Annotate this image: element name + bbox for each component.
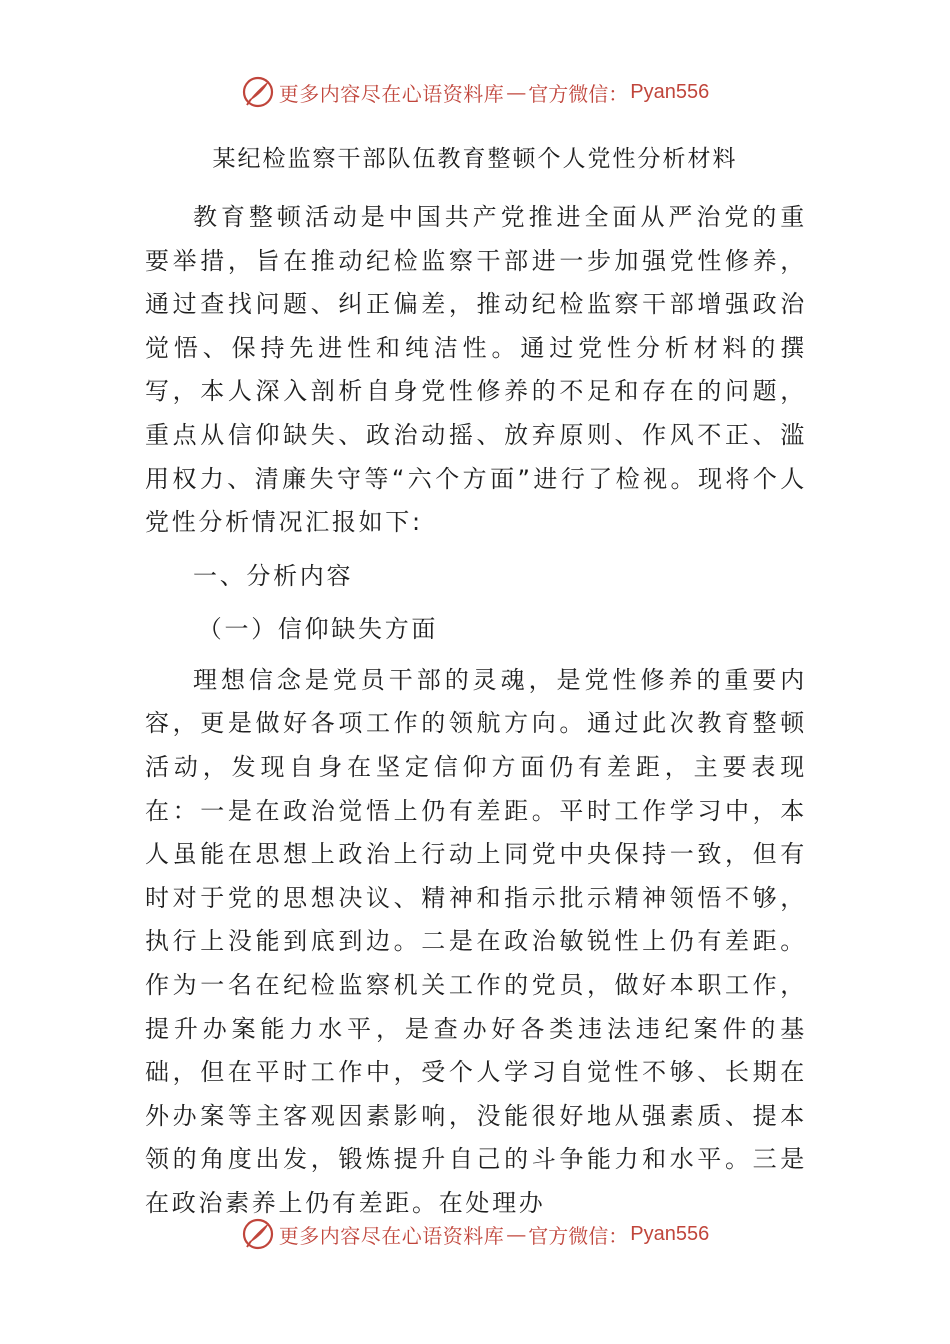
watermark-wechat-label: 官方微信： bbox=[528, 81, 629, 106]
quill-pen-logo-icon bbox=[241, 1217, 275, 1251]
watermark-text: 更多内容尽在心语资料库 bbox=[278, 81, 505, 106]
subsection-heading: （一）信仰缺失方面 bbox=[197, 614, 439, 643]
body-paragraph: 理想信念是党员干部的灵魂，是党性修养的重要内容，更是做好各项工作的领航方向。通过此次教育整顿活动，发现自身在坚定信仰方面仍有差距，主要表现在：一是在政治觉悟上仍有差距。平时工作学习中，本人虽能在思想上政治上行动上同党中央保持一致，但有时对于党的思想决议、精神和指示批示精神领悟不够，执行上没能到底到边。二是在政治敏锐性上仍有差距。作为一名在纪检监察机关工作的党员，做好本职工作，提升办案能力水平，是查办好各类违法违纪案件的基础，但在平时工作中，受个人学习自觉性不够、长期在外办案等主客观因素影响，没能很好地从强素质、提本领的角度出发，锻炼提升自己的斗争能力和水平。三是在政治素养上仍有差距。在处理办 bbox=[145, 665, 807, 1217]
header-watermark-banner bbox=[0, 72, 950, 112]
watermark-dash: — bbox=[506, 1222, 527, 1246]
watermark-wechat-label: 官方微信： bbox=[528, 1223, 629, 1248]
document-title: 某纪检监察干部队伍教育整顿个人党性分析材料 bbox=[212, 146, 738, 172]
section-heading: 一、分析内容 bbox=[193, 561, 354, 590]
watermark-dash: — bbox=[506, 80, 527, 104]
watermark-text: 更多内容尽在心语资料库 bbox=[278, 1223, 505, 1248]
watermark-wechat-id: Pyan556 bbox=[630, 80, 710, 103]
document-body bbox=[145, 196, 807, 1225]
watermark-wechat-id: Pyan556 bbox=[630, 1222, 710, 1245]
footer-watermark-banner bbox=[0, 1214, 950, 1254]
quill-pen-logo-icon bbox=[241, 75, 275, 109]
intro-paragraph: 教育整顿活动是中国共产党推进全面从严治党的重要举措，旨在推动纪检监察干部进一步加强党性修养，通过查找问题、纠正偏差，推动纪检监察干部增强政治觉悟、保持先进性和纯洁性。通过党性分析材料的撰写，本人深入剖析自身党性修养的不足和存在的问题，重点从信仰缺失、政治动摇、放弃原则、作风不正、滥用权力、清廉失守等“六个方面”进行了检视。现将个人党性分析情况汇报如下: bbox=[145, 203, 807, 537]
